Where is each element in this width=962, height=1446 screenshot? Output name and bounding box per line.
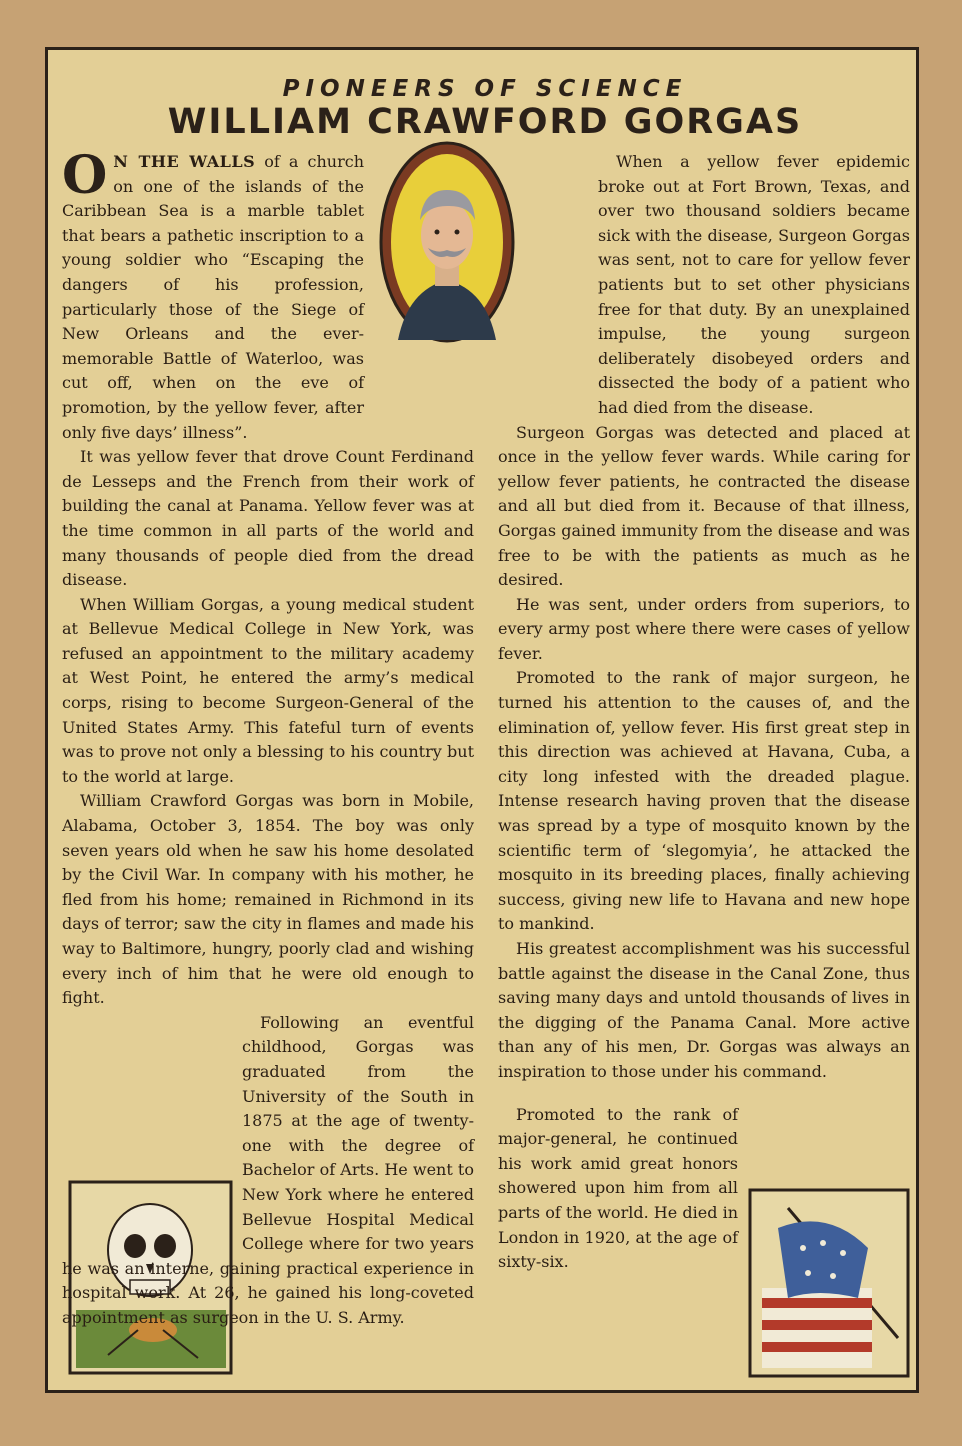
right-paragraph-3: He was sent, under orders from superiors, to every army post where there were cases of yellow fever. [498,594,910,663]
lead-caps: N THE WALLS [113,152,256,171]
left-paragraph-5-text: Following an eventful childhood, Gorgas was graduated from the University of the South in 1875 at the age of twenty-one with the degree of Bachelor of Arts. He went to New York where he entered Bellevue Hospital Medical College where for two years he was an interne, gaining practical experience in hospital work. At 26, he gained his long-coveted appointment as surgeon in the U. S. Army. [62,1012,474,1327]
right-paragraph-4: Promoted to the rank of major surgeon, he turned his attention to the causes of, and the elimination of, yellow fever. His first great step in this direction was achieved at Havana, Cuba, a city long infested with the dreaded plague. Intense research having proven that the disease was spread by a type of mosquito known by the scientific term of ‘slegomyia’, he attacked the mosquito in its breeding places, finally achieving success, giving new life to Havana and new hope to mankind. [498,668,910,934]
drop-cap: O [62,145,108,206]
left-paragraph-4: William Crawford Gorgas was born in Mobile, Alabama, October 3, 1854. The boy was only seven years old when he saw his home desolated by the Civil War. In company with his mother, he fled from his home; remained in Richmond in its days of terror; saw the city in flames and made his way to Baltimore, hungry, poorly clad and wishing every inch of him that he were old enough to fight. [62,791,474,1008]
left-paragraph-2: It was yellow fever that drove Count Ferdinand de Lesseps and the French from their work of building the canal at Panama. Yellow fever was at the time common in all parts of the world and many thousands of people died from the dread disease. [62,447,474,590]
right-paragraph-6 [498,1103,910,1275]
article-frame [45,47,919,1393]
right-paragraph-1: When a yellow fever epidemic broke out at Fort Brown, Texas, and over two thousand soldiers became sick with the disease, Surgeon Gorgas was sent, not to care for yellow fever patients but to set other physicians free for that duty. By an unexplained impulse, the young surgeon deliberately disobeyed orders and dissected the body of a patient who had died from the disease. [598,152,910,417]
article-headline: WILLIAM CRAWFORD GORGAS [167,102,803,142]
left-column [62,145,474,1331]
right-column [498,150,910,1303]
portrait-space [364,150,474,400]
right-paragraph-6-text: Promoted to the rank of major-general, he continued his work amid great honors showered upon him from all parts of the world. He died in London in 1920, at the age of sixty-six. [498,1104,738,1272]
portrait-space-right [498,150,598,400]
right-paragraph-2: Surgeon Gorgas was detected and placed at once in the yellow fever wards. While caring for yellow fever patients, he contracted the disease and all but died from it. Because of that illness, Gorgas gained immunity from the disease and was free to be with the patients as much as he desired. [498,422,910,590]
left-paragraph-3: When William Gorgas, a young medical student at Bellevue Medical College in New York, was refused an appointment to the military academy at West Point, he entered the army’s medical corps, rising to become Surgeon-General of the United States Army. This fateful turn of events was to prove not only a blessing to his country but to the world at large. [62,594,474,786]
left-paragraph-5 [62,1011,474,1331]
right-paragraph-5: His greatest accomplishment was his successful battle against the disease in the Canal Zone, thus saving many days and untold thousands of lives in the digging of the Panama Canal. More active than any of his men, Dr. Gorgas was always an inspiration to those under his command. [498,939,910,1081]
series-kicker: PIONEERS OF SCIENCE [282,76,688,102]
left-paragraph-1-text: of a church on one of the islands of the Caribbean Sea is a marble tablet that bears a pathetic inscription to a young soldier who “Escaping the dangers of his profession, particularly those of the Siege of New Orleans and the ever-memorable Battle of Waterloo, was cut off, when on the eve of promotion, by the yellow fever, after only five days’ illness”. [62,152,364,442]
